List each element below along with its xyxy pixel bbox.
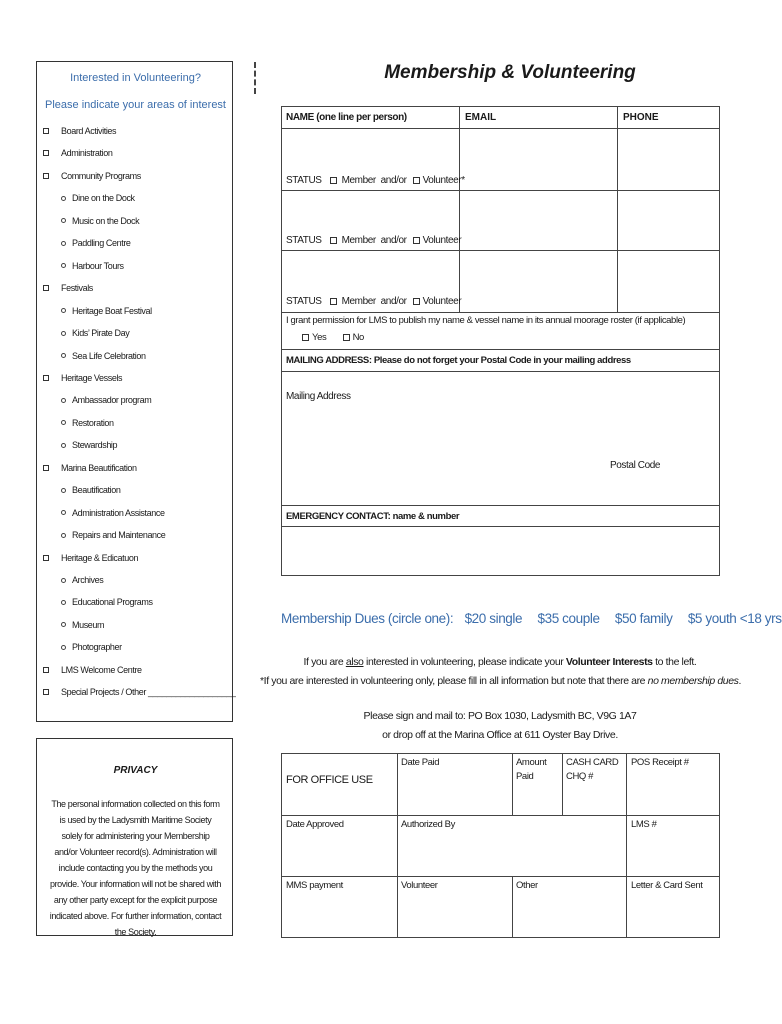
status-label: STATUS (286, 175, 322, 186)
note-text: . (738, 675, 742, 687)
authorized-by-label: Authorized By (401, 819, 455, 830)
yes-option: Yes (312, 332, 327, 343)
circle-bullet-icon[interactable] (61, 353, 66, 358)
circle-bullet-icon[interactable] (61, 600, 66, 605)
interest-subitem[interactable] (61, 216, 139, 226)
table-rule (281, 876, 720, 877)
table-rule (281, 815, 720, 816)
circle-bullet-icon[interactable] (61, 645, 66, 650)
dues-option-youth[interactable]: $5 youth <18 yrs (687, 611, 782, 626)
emergency-contact-field[interactable] (282, 527, 719, 575)
status-label: STATUS (286, 296, 322, 307)
interest-category[interactable] (43, 148, 112, 158)
yes-checkbox[interactable] (302, 334, 309, 341)
interest-category[interactable] (43, 687, 236, 697)
interest-category[interactable] (43, 463, 137, 473)
interest-label: Stewardship (72, 440, 118, 451)
date-paid-label: Date Paid (401, 757, 440, 768)
dues-option-single[interactable]: $20 single (464, 611, 523, 626)
member-checkbox[interactable] (330, 177, 337, 184)
interest-label: Administration (61, 148, 113, 159)
interest-label: Heritage Vessels (61, 372, 123, 383)
interest-subitem[interactable] (61, 530, 165, 540)
interest-subitem[interactable] (61, 328, 129, 338)
phone-field-2[interactable] (618, 191, 719, 249)
amount-paid-label: Amount Paid (516, 757, 547, 782)
dues-option-family[interactable]: $50 family (614, 611, 673, 626)
interest-label: Ambassador program (72, 395, 152, 406)
checkbox-icon[interactable] (43, 555, 49, 561)
circle-bullet-icon[interactable] (61, 331, 66, 336)
table-rule (281, 349, 720, 350)
phone-column-header: PHONE (623, 112, 659, 123)
privacy-text: The personal information collected on this form is used by the Ladysmith Maritime Society solely for administering your Membership and/or Volunteer record(s). Administration will include contacting you by the methods you provide. Your information will not be shared with any other party except for the explicit purpose indicated above. For further information, contact the Society. (49, 799, 222, 937)
interest-category[interactable] (43, 373, 122, 383)
checkbox-icon[interactable] (43, 150, 49, 156)
interests-subtitle: Please indicate your areas of interest (45, 99, 226, 111)
interest-label: Music on the Dock (72, 215, 140, 226)
interest-label: Repairs and Maintenance (72, 530, 166, 541)
circle-bullet-icon[interactable] (61, 533, 66, 538)
interest-subitem[interactable] (61, 485, 120, 495)
phone-field-3[interactable] (618, 251, 719, 311)
office-volunteer-label: Volunteer (401, 880, 438, 891)
email-column-header: EMAIL (465, 112, 497, 123)
form-title: Membership & Volunteering (384, 62, 636, 83)
circle-bullet-icon[interactable] (61, 488, 66, 493)
note-bold: Volunteer Interests (565, 656, 653, 668)
for-office-use-label: FOR OFFICE USE (286, 774, 373, 786)
dues-option-couple[interactable]: $35 couple (537, 611, 600, 626)
table-rule (512, 753, 513, 815)
table-rule (397, 753, 398, 938)
interest-subitem[interactable] (61, 575, 103, 585)
interest-label: Special Projects / Other ___________________ (61, 687, 236, 698)
circle-bullet-icon[interactable] (61, 196, 66, 201)
table-rule (281, 505, 720, 506)
and-or-text: and/or (380, 175, 407, 186)
member-option: Member (341, 235, 376, 246)
volunteer-note (260, 656, 740, 668)
name-field-2[interactable] (282, 191, 458, 231)
volunteer-checkbox[interactable] (413, 177, 420, 184)
checkbox-icon[interactable] (43, 375, 49, 381)
member-checkbox[interactable] (330, 237, 337, 244)
email-field-2[interactable] (460, 191, 616, 249)
interest-label: Heritage & Edicatuon (61, 552, 139, 563)
interest-label: Marina Beautification (61, 462, 137, 473)
circle-bullet-icon[interactable] (61, 420, 66, 425)
dropoff-instructions: or drop off at the Marina Office at 611 Oyster Bay Drive. (382, 729, 618, 741)
interest-label: Board Activities (61, 126, 117, 136)
interest-subitem[interactable] (61, 306, 152, 316)
emergency-contact-header: EMERGENCY CONTACT: name & number (286, 511, 460, 522)
letter-card-sent-label: Letter & Card Sent (631, 880, 703, 891)
table-rule (562, 753, 563, 815)
interest-label: Sea Life Celebration (72, 350, 146, 361)
other-label: Other (516, 880, 538, 891)
and-or-text: and/or (380, 235, 407, 246)
note-emphasis: also (345, 656, 364, 668)
interest-label: Paddling Centre (72, 238, 131, 249)
email-field-1[interactable] (460, 129, 616, 189)
checkbox-icon[interactable] (43, 667, 49, 673)
table-rule (512, 876, 513, 938)
volunteer-option: Volunteer (422, 235, 462, 246)
interest-subitem[interactable] (61, 440, 117, 450)
roster-permission-text: I grant permission for LMS to publish my name & vessel name in its annual moorage roster (if applicable) (286, 315, 686, 326)
email-field-3[interactable] (460, 251, 616, 311)
circle-bullet-icon[interactable] (61, 308, 66, 313)
and-or-text: and/or (380, 296, 407, 307)
volunteer-checkbox[interactable] (413, 298, 420, 305)
permission-options (302, 332, 364, 343)
interest-category[interactable] (43, 665, 142, 675)
postal-code-field[interactable] (282, 476, 719, 504)
privacy-title: PRIVACY (113, 765, 158, 776)
interest-label: Restoration (72, 417, 114, 428)
interest-label: Harbour Tours (72, 260, 124, 271)
mailing-address-label: Mailing Address (286, 391, 351, 402)
postal-code-label: Postal Code (610, 460, 661, 471)
name-field-3[interactable] (282, 251, 458, 293)
checkbox-icon[interactable] (43, 173, 49, 179)
mms-payment-label: MMS payment (286, 880, 343, 891)
interest-label: Educational Programs (72, 597, 153, 608)
note-italic: no membership dues (647, 675, 739, 687)
interest-subitem[interactable] (61, 418, 114, 428)
circle-bullet-icon[interactable] (61, 241, 66, 246)
interest-subitem[interactable] (61, 620, 104, 630)
name-field-1[interactable] (282, 129, 458, 174)
no-option: No (352, 332, 364, 343)
interest-subitem[interactable] (61, 395, 151, 405)
volunteer-checkbox[interactable] (413, 237, 420, 244)
lms-number-label: LMS # (631, 819, 657, 830)
date-approved-label: Date Approved (286, 819, 344, 830)
pos-receipt-label: POS Receipt # (631, 757, 689, 768)
interest-label: Museum (72, 619, 105, 630)
interest-category[interactable] (43, 283, 93, 293)
interest-label: Kids’ Pirate Day (72, 328, 130, 339)
member-option: Member (341, 175, 376, 186)
circle-bullet-icon[interactable] (61, 622, 66, 627)
checkbox-icon[interactable] (43, 689, 49, 695)
name-column-header: NAME (one line per person) (286, 112, 407, 123)
interest-category[interactable] (43, 171, 141, 181)
dues-label: Membership Dues (circle one): (281, 611, 454, 626)
volunteer-option: Volunteer (422, 296, 462, 307)
circle-bullet-icon[interactable] (61, 218, 66, 223)
phone-field-1[interactable] (618, 129, 719, 189)
interest-subitem[interactable] (61, 351, 146, 361)
circle-bullet-icon[interactable] (61, 443, 66, 448)
payment-method-label: CASH CARD CHQ # (566, 757, 619, 782)
interest-label: Festivals (61, 283, 93, 294)
circle-bullet-icon[interactable] (61, 510, 66, 515)
no-checkbox[interactable] (343, 334, 350, 341)
interest-category[interactable] (43, 553, 138, 563)
membership-dues-line (281, 611, 782, 626)
interest-label: Community Programs (61, 170, 141, 181)
interest-label: LMS Welcome Centre (61, 664, 142, 675)
interest-subitem[interactable] (61, 597, 153, 607)
table-rule (626, 753, 627, 938)
mailing-address-header: MAILING ADDRESS: Please do not forget your Postal Code in your mailing address (286, 355, 631, 366)
note-text: *If you are interested in volunteering only, please fill in all information but note that there are (260, 675, 648, 687)
interest-label: Dine on the Dock (72, 193, 135, 204)
checkbox-icon[interactable] (43, 285, 49, 291)
member-option: Member (341, 296, 376, 307)
circle-bullet-icon[interactable] (61, 398, 66, 403)
mail-instructions: Please sign and mail to: PO Box 1030, Ladysmith BC, V9G 1A7 (363, 710, 637, 722)
interest-subitem[interactable] (61, 642, 122, 652)
status-row-2 (286, 235, 461, 246)
mailing-address-field[interactable] (282, 405, 719, 460)
interest-label: Beautification (72, 485, 121, 496)
interests-title: Interested in Volunteering? (70, 72, 201, 84)
volunteer-only-note (260, 675, 740, 687)
volunteer-interests-panel (36, 61, 236, 722)
interest-label: Archives (72, 575, 104, 585)
table-rule (281, 371, 720, 372)
interest-subitem[interactable] (61, 261, 124, 271)
interest-subitem[interactable] (61, 193, 135, 203)
member-checkbox[interactable] (330, 298, 337, 305)
interest-label: Heritage Boat Festival (72, 305, 152, 316)
status-label: STATUS (286, 235, 322, 246)
note-text: interested in volunteering, please indicate your (363, 656, 566, 668)
interest-subitem[interactable] (61, 508, 165, 518)
privacy-panel (36, 738, 233, 936)
checkbox-icon[interactable] (43, 465, 49, 471)
circle-bullet-icon[interactable] (61, 263, 66, 268)
status-row-3 (286, 296, 461, 307)
note-text: If you are (303, 656, 346, 668)
circle-bullet-icon[interactable] (61, 578, 66, 583)
note-text: to the left. (652, 656, 697, 668)
interest-label: Photographer (72, 642, 122, 653)
checkbox-icon[interactable] (43, 128, 49, 134)
status-row-1 (286, 175, 465, 186)
interest-category[interactable] (43, 126, 116, 136)
fold-mark (254, 62, 256, 94)
table-rule (281, 312, 720, 313)
volunteer-option: Volunteer* (422, 175, 465, 186)
interest-label: Administration Assistance (72, 507, 165, 518)
interest-subitem[interactable] (61, 238, 131, 248)
